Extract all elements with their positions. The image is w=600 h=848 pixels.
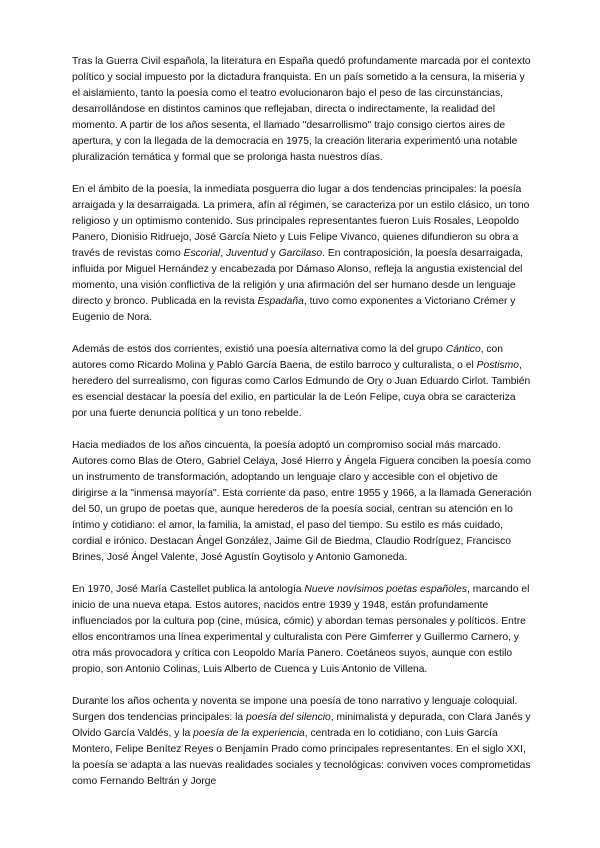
paragraph-text: , con autores como Ricardo Molina y Pablo García Baena, de estilo barroco y culturalista, o el bbox=[72, 344, 504, 371]
paragraph-text: , marcando el inicio de una nueva etapa. Estos autores, nacidos entre 1939 y 1948, están profundamente influenciados por la cultura pop (cine, música, cómic) y abordan temas personales y políticos. Entre ellos encontramos una línea experimental y culturalista con Pere Gimferrer y Guillermo Carnero, y otra más provocadora y crítica con Leopoldo María Panero. Coetáneos suyos, aunque con estilo propio, son Antonio Colinas, Luis Alberto de Cuenca y Luis Antonio de Villena. bbox=[72, 584, 530, 675]
document-page bbox=[72, 54, 532, 790]
paragraph-text: , minimalista y depurada, con Clara Janés y Olvido García Valdés, y la bbox=[72, 712, 531, 739]
paragraph-text: Durante los años ochenta y noventa se impone una poesía de tono narrativo y lenguaje coloquial. Surgen dos tendencias principales: la bbox=[72, 696, 518, 723]
body-paragraph bbox=[72, 342, 532, 422]
italic-title-text: Espadaña bbox=[257, 296, 304, 307]
paragraph-text: En el ámbito de la poesía, la inmediata posguerra dio lugar a dos tendencias principales: la poesía arraigada y la desarraigada. La primera, afín al régimen, se caracteriza por un estilo clásico, un tono religioso y un optimismo contenido. Sus principales representantes fueron Luis Rosales, Leopoldo Panero, Dionisio Ridruejo, José García Nieto y Luis Felipe Vivanco, quienes difundieron su obra a través de revistas como bbox=[72, 184, 530, 259]
paragraph-text: y bbox=[267, 248, 279, 259]
italic-title-text: Garcilaso bbox=[278, 248, 323, 259]
body-paragraph bbox=[72, 694, 532, 790]
paragraph-text: Tras la Guerra Civil española, la literatura en España quedó profundamente marcada por el contexto político y social impuesto por la dictadura franquista. En un país sometido a la censura, la miseria y el aislamiento, tanto la poesía como el teatro evolucionaron bajo el peso de las circunstancias, desarrollándose en distintos caminos que reflejaban, directa o indirectamente, la realidad del momento. A partir de los años sesenta, el llamado "desarrollismo" trajo consigo ciertos aires de apertura, y con la llegada de la democracia en 1975, la creación literaria experimentó una notable pluralización temática y formal que se prolonga hasta nuestros días. bbox=[72, 56, 531, 163]
italic-title-text: Nueve novísimos poetas españoles bbox=[304, 584, 467, 595]
paragraph-text: , centrada en lo cotidiano, con Luis García Montero, Felipe Benítez Reyes o Benjamín Prado como principales representantes. En el siglo XXI, la poesía se adapta a las nuevas realidades sociales y tecnológicas: conviven voces comprometidas como Fernando Beltrán y Jorge bbox=[72, 728, 531, 787]
paragraph-text: , heredero del surrealismo, con figuras como Carlos Edmundo de Ory o Juan Eduardo Cirlot. También es esencial destacar la poesía del exilio, en particular la de León Felipe, cuya obra se caracteriza por una fuerte denuncia política y un tono rebelde. bbox=[72, 360, 531, 419]
paragraph-text: . En contraposición, la poesía desarraigada, influida por Miguel Hernández y encabezada por Dámaso Alonso, refleja la angustia existencial del momento, una visión conflictiva de la religión y una afirmación del ser humano desde un lenguaje directo y bronco. Publicada en la revista bbox=[72, 248, 524, 307]
paragraph-text: , tuvo como exponentes a Victoriano Crémer y Eugenio de Nora. bbox=[72, 296, 516, 323]
italic-title-text: poesía de la experiencia bbox=[193, 728, 305, 739]
paragraph-text: Además de estos dos corrientes, existió una poesía alternativa como la del grupo bbox=[72, 344, 446, 355]
italic-title-text: Juventud bbox=[225, 248, 268, 259]
italic-title-text: poesía del silencio bbox=[246, 712, 331, 723]
paragraph-text: , bbox=[220, 248, 226, 259]
body-paragraph bbox=[72, 182, 532, 326]
paragraph-text: En 1970, José María Castellet publica la antología bbox=[72, 584, 305, 595]
italic-title-text: Postismo bbox=[476, 360, 519, 371]
body-paragraph bbox=[72, 54, 532, 166]
paragraph-text: Hacia mediados de los años cincuenta, la poesía adoptó un compromiso social más marcado. Autores como Blas de Otero, Gabriel Celaya, José Hierro y Ángela Figuera conciben la poesía como un instrumento de transformación, adoptando un lenguaje claro y accesible con el objetivo de dirigirse a la "inmensa mayoría". Esta corriente da paso, entre 1955 y 1966, a la llamada Generación del 50, un grupo de poetas que, aunque herederos de la poesía social, centran su atención en lo íntimo y cotidiano: el amor, la familia, la amistad, el paso del tiempo. Su estilo es más cuidado, cordial e irónico. Destacan Ángel González, Jaime Gil de Biedma, Claudio Rodríguez, Francisco Brines, José Ángel Valente, José Agustín Goytisolo y Antonio Gamoneda. bbox=[72, 440, 532, 563]
italic-title-text: Escorial bbox=[183, 248, 221, 259]
body-paragraph bbox=[72, 582, 532, 678]
body-paragraph bbox=[72, 438, 532, 566]
italic-title-text: Cántico bbox=[445, 344, 481, 355]
